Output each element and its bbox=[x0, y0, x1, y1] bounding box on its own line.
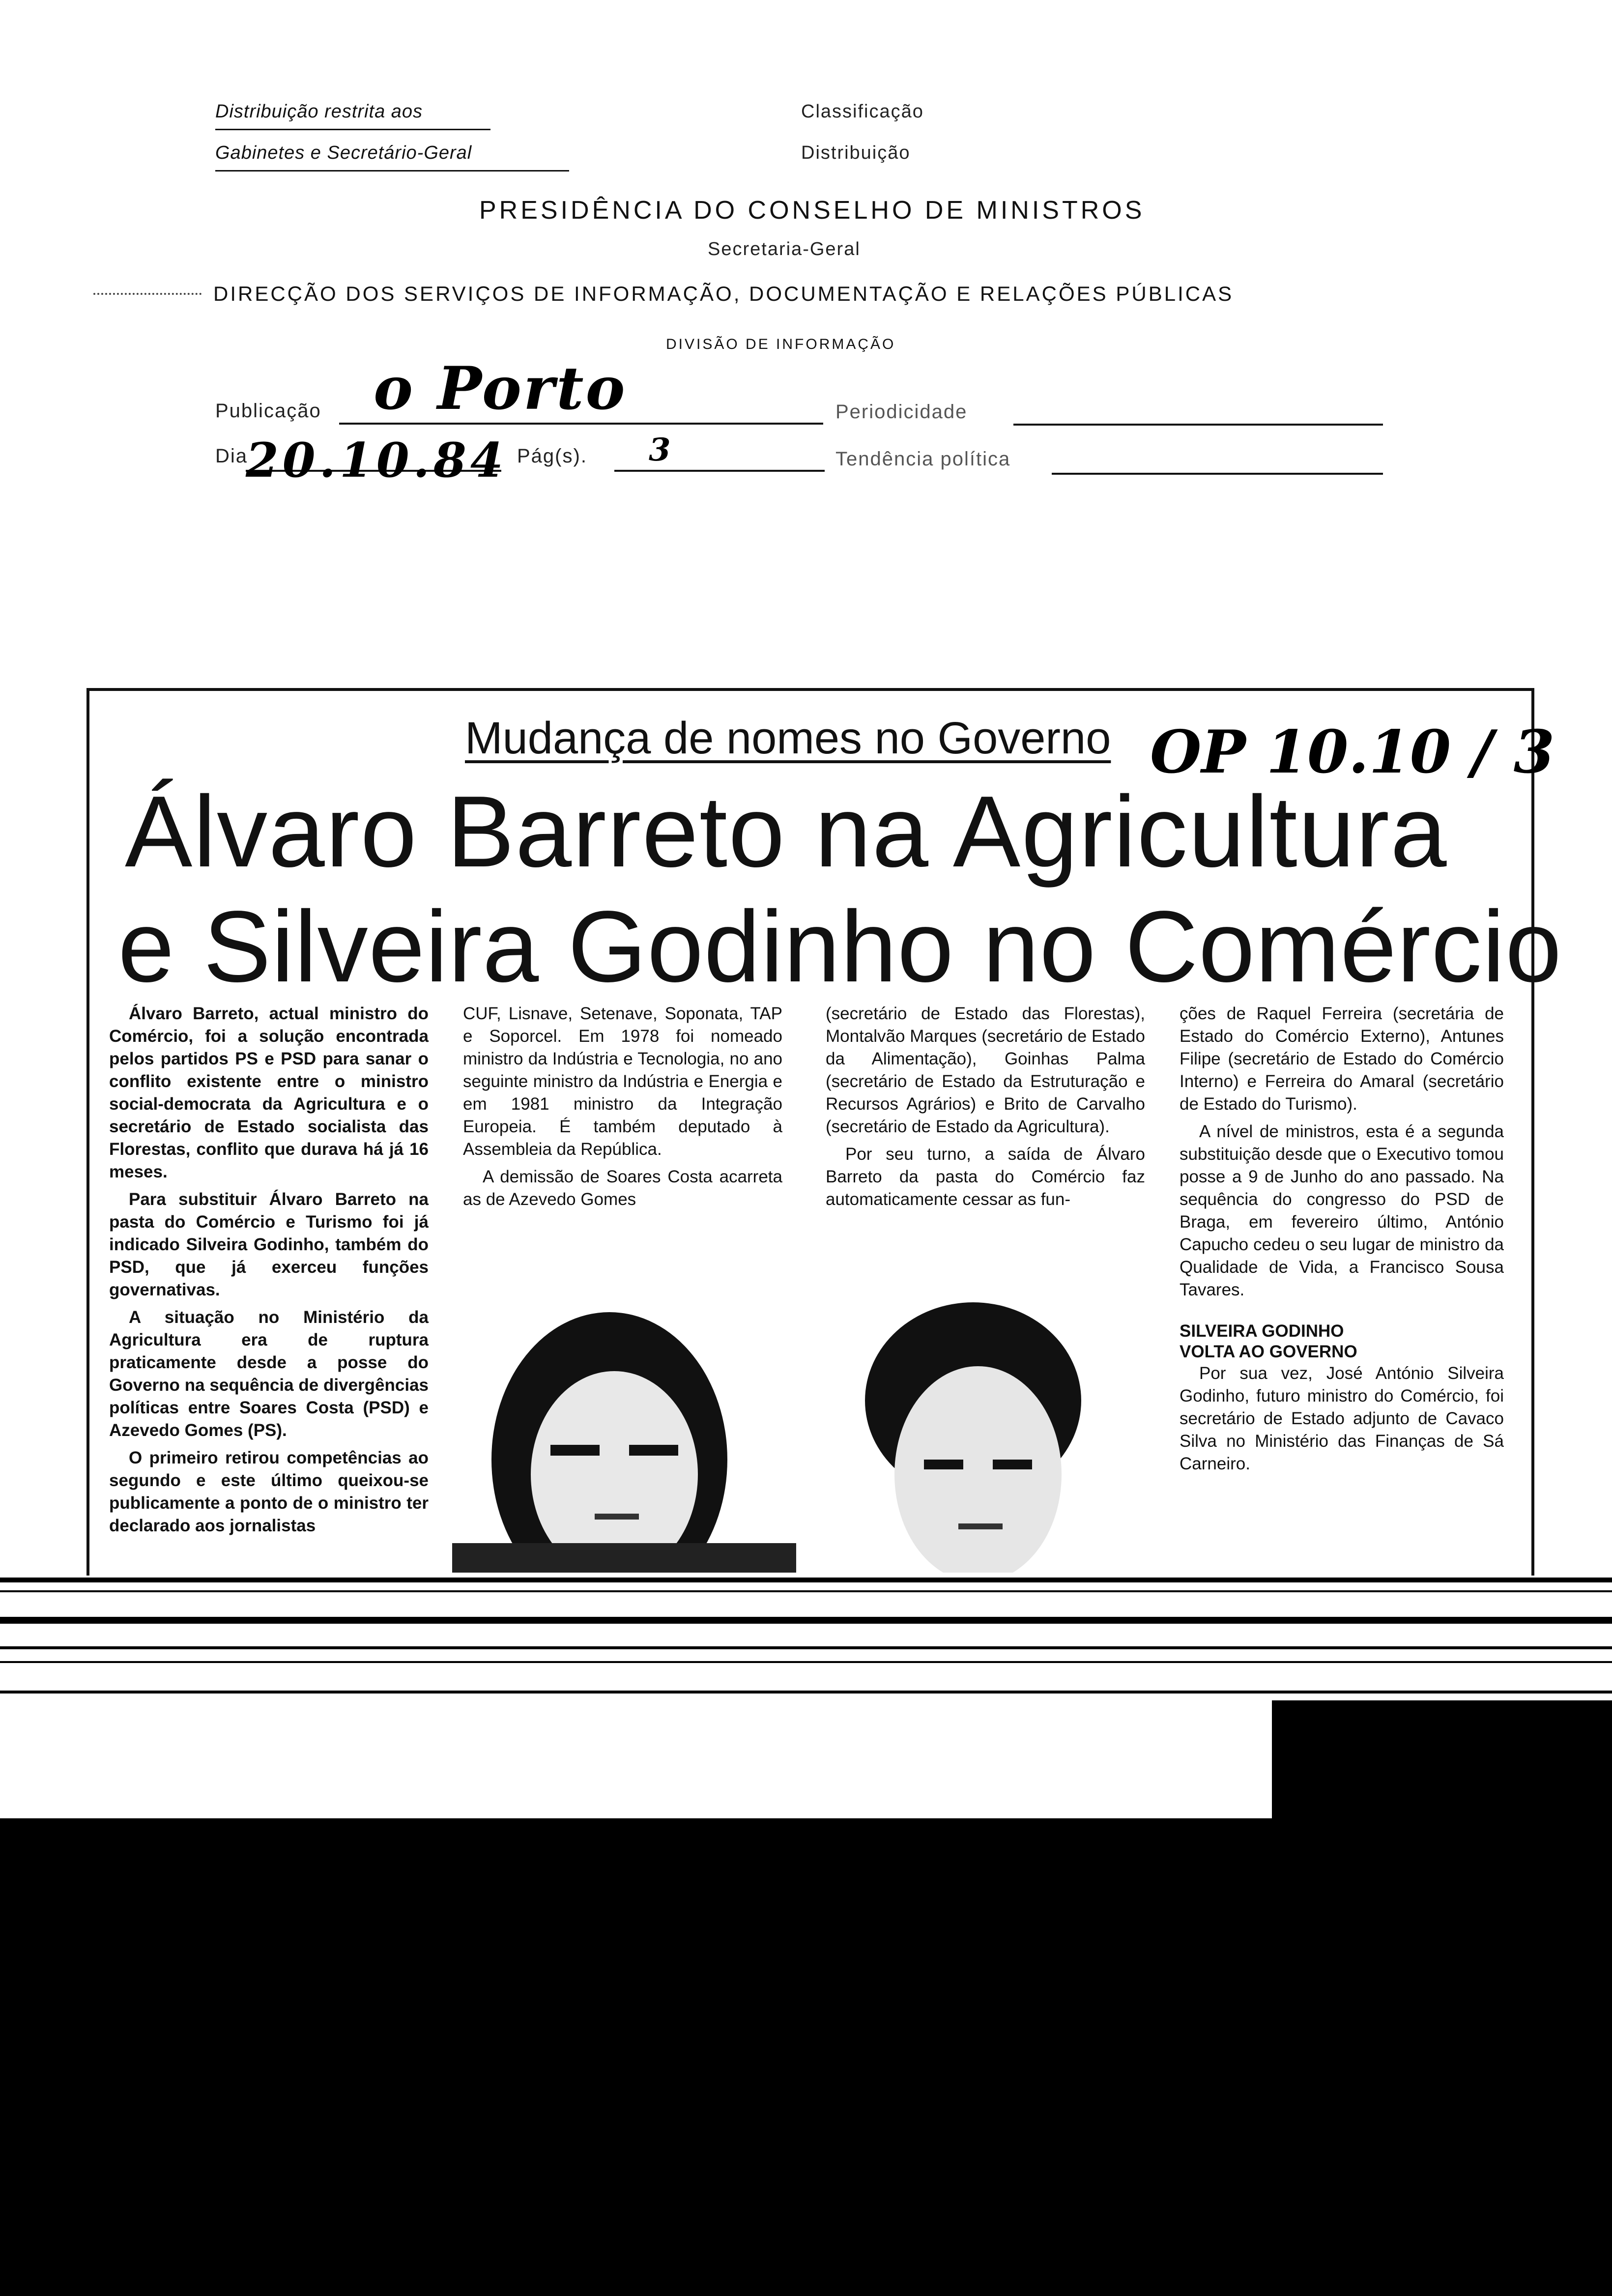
col3-paragraph-1: (secretário de Estado das Florestas), Montalvão Marques (secretário de Estado da Alimentação), Goinhas Palma (secretário de Estado da Estruturação e Recursos Agrários) e Brito de Carvalho (secretário de Estado da Agricultura). bbox=[826, 1004, 1145, 1136]
photo-silveira-godinho bbox=[831, 1288, 1175, 1573]
scan-artifact-line bbox=[0, 1661, 1612, 1663]
col4-paragraph-3: Por sua vez, José António Silveira Godinho, futuro ministro do Comércio, foi secretário de Estado adjunto de Cavaco Silva no Ministério das Finanças de Sá Carneiro. bbox=[1180, 1364, 1504, 1473]
col2-paragraph-1: CUF, Lisnave, Setenave, Soponata, TAP e Soporcel. Em 1978 foi nomeado ministro da Indústria e Tecnologia, no ano seguinte ministro da Indústria e Energia e em 1981 ministro da Integração Europeia. É também deputado à Assembleia da República. bbox=[463, 1004, 782, 1159]
day-handwritten-value: 20.10.84 bbox=[246, 432, 507, 488]
subhead-line-1: SILVEIRA GODINHO bbox=[1180, 1321, 1344, 1341]
pages-line bbox=[614, 470, 825, 472]
dotted-lead bbox=[93, 293, 202, 295]
distribution-label: Distribuição bbox=[801, 143, 911, 163]
article-kicker: Mudança de nomes no Governo bbox=[465, 713, 1111, 763]
article-column-1 bbox=[109, 1003, 429, 1542]
portrait-2-graphic bbox=[831, 1288, 1175, 1573]
secretariat: Secretaria-Geral bbox=[708, 239, 861, 259]
pages-handwritten-value: 3 bbox=[649, 431, 671, 468]
distribution-underline-2 bbox=[215, 170, 569, 172]
scan-artifact-line bbox=[0, 1617, 1612, 1624]
col4-paragraph-1: ções de Raquel Ferreira (secretária de Estado do Comércio Externo), Antunes Filipe (secretário de Estado do Comércio Interno) e Ferreira do Amaral (secretário de Estado do Turismo). bbox=[1180, 1004, 1504, 1114]
article-column-4 bbox=[1180, 1003, 1504, 1480]
scan-black-region bbox=[0, 1818, 1612, 2296]
photo-alvaro-barreto bbox=[452, 1297, 796, 1573]
directorate-title: DIRECÇÃO DOS SERVIÇOS DE INFORMAÇÃO, DOCUMENTAÇÃO E RELAÇÕES PÚBLICAS bbox=[213, 282, 1234, 305]
scan-artifact-line bbox=[0, 1590, 1612, 1592]
publication-label: Publicação bbox=[215, 400, 321, 422]
portrait-1-graphic bbox=[452, 1297, 796, 1573]
handwritten-reference: OP 10.10 / 3 bbox=[1150, 718, 1555, 787]
scan-black-block bbox=[1272, 1700, 1612, 1818]
subhead-line-2: VOLTA AO GOVERNO bbox=[1180, 1342, 1357, 1361]
day-label: Dia bbox=[215, 445, 248, 467]
distribution-line-1: Distribuição restrita aos bbox=[215, 101, 423, 122]
subhead bbox=[1180, 1321, 1504, 1362]
pages-label: Pág(s). bbox=[517, 445, 587, 467]
col4-paragraph-2: A nível de ministros, esta é a segunda substituição desde que o Executivo tomou posse a 9 de Junho do ano passado. Na sequência do congresso do PSD de Braga, em fevereiro último, António Capucho cedeu o seu lugar de ministro da Qualidade de Vida, a Francisco Sousa Tavares. bbox=[1180, 1122, 1504, 1299]
headline-line-1: Álvaro Barreto na Agricultura bbox=[125, 775, 1448, 888]
ministry-title: PRESIDÊNCIA DO CONSELHO DE MINISTROS bbox=[479, 196, 1145, 225]
col1-paragraph-1: Álvaro Barreto, actual ministro do Comércio, foi a solução encontrada pelos partidos PS e PSD para sanar o conflito existente entre o ministro social-democrata da Agricultura e o secretário de Estado socialista das Florestas, conflito que durava há já 16 meses. bbox=[109, 1004, 429, 1181]
tendency-label: Tendência política bbox=[835, 448, 1011, 470]
distribution-underline-1 bbox=[215, 129, 490, 130]
tendency-line bbox=[1052, 473, 1383, 475]
article-column-3 bbox=[826, 1003, 1145, 1216]
col3-paragraph-2: Por seu turno, a saída de Álvaro Barreto da pasta do Comércio faz automaticamente cessar as fun- bbox=[826, 1145, 1145, 1209]
scan-artifact-line bbox=[0, 1578, 1612, 1582]
article-column-2 bbox=[463, 1003, 782, 1216]
col1-paragraph-3: A situação no Ministério da Agricultura era de ruptura praticamente desde a posse do Governo na sequência de divergências políticas entre Soares Costa (PSD) e Azevedo Gomes (PS). bbox=[109, 1308, 429, 1440]
division-title: DIVISÃO DE INFORMAÇÃO bbox=[666, 336, 896, 352]
scan-artifact-line bbox=[0, 1691, 1612, 1693]
col1-paragraph-4: O primeiro retirou competências ao segundo e este último queixou-se publicamente a ponto de o ministro ter declarado aos jornalistas bbox=[109, 1448, 429, 1535]
periodicity-label: Periodicidade bbox=[835, 401, 968, 423]
col2-paragraph-2: A demissão de Soares Costa acarreta as de Azevedo Gomes bbox=[463, 1167, 782, 1209]
headline-line-2: e Silveira Godinho no Comércio bbox=[118, 890, 1562, 1003]
periodicity-line bbox=[1013, 424, 1383, 426]
distribution-line-2: Gabinetes e Secretário-Geral bbox=[215, 143, 472, 163]
classification-label: Classificação bbox=[801, 101, 924, 122]
scan-artifact-line bbox=[0, 1646, 1612, 1649]
col1-paragraph-2: Para substituir Álvaro Barreto na pasta do Comércio e Turismo foi já indicado Silveira Godinho, também do PSD, que já exerceu funções governativas. bbox=[109, 1190, 429, 1299]
publication-handwritten-value: o Porto bbox=[374, 354, 627, 423]
